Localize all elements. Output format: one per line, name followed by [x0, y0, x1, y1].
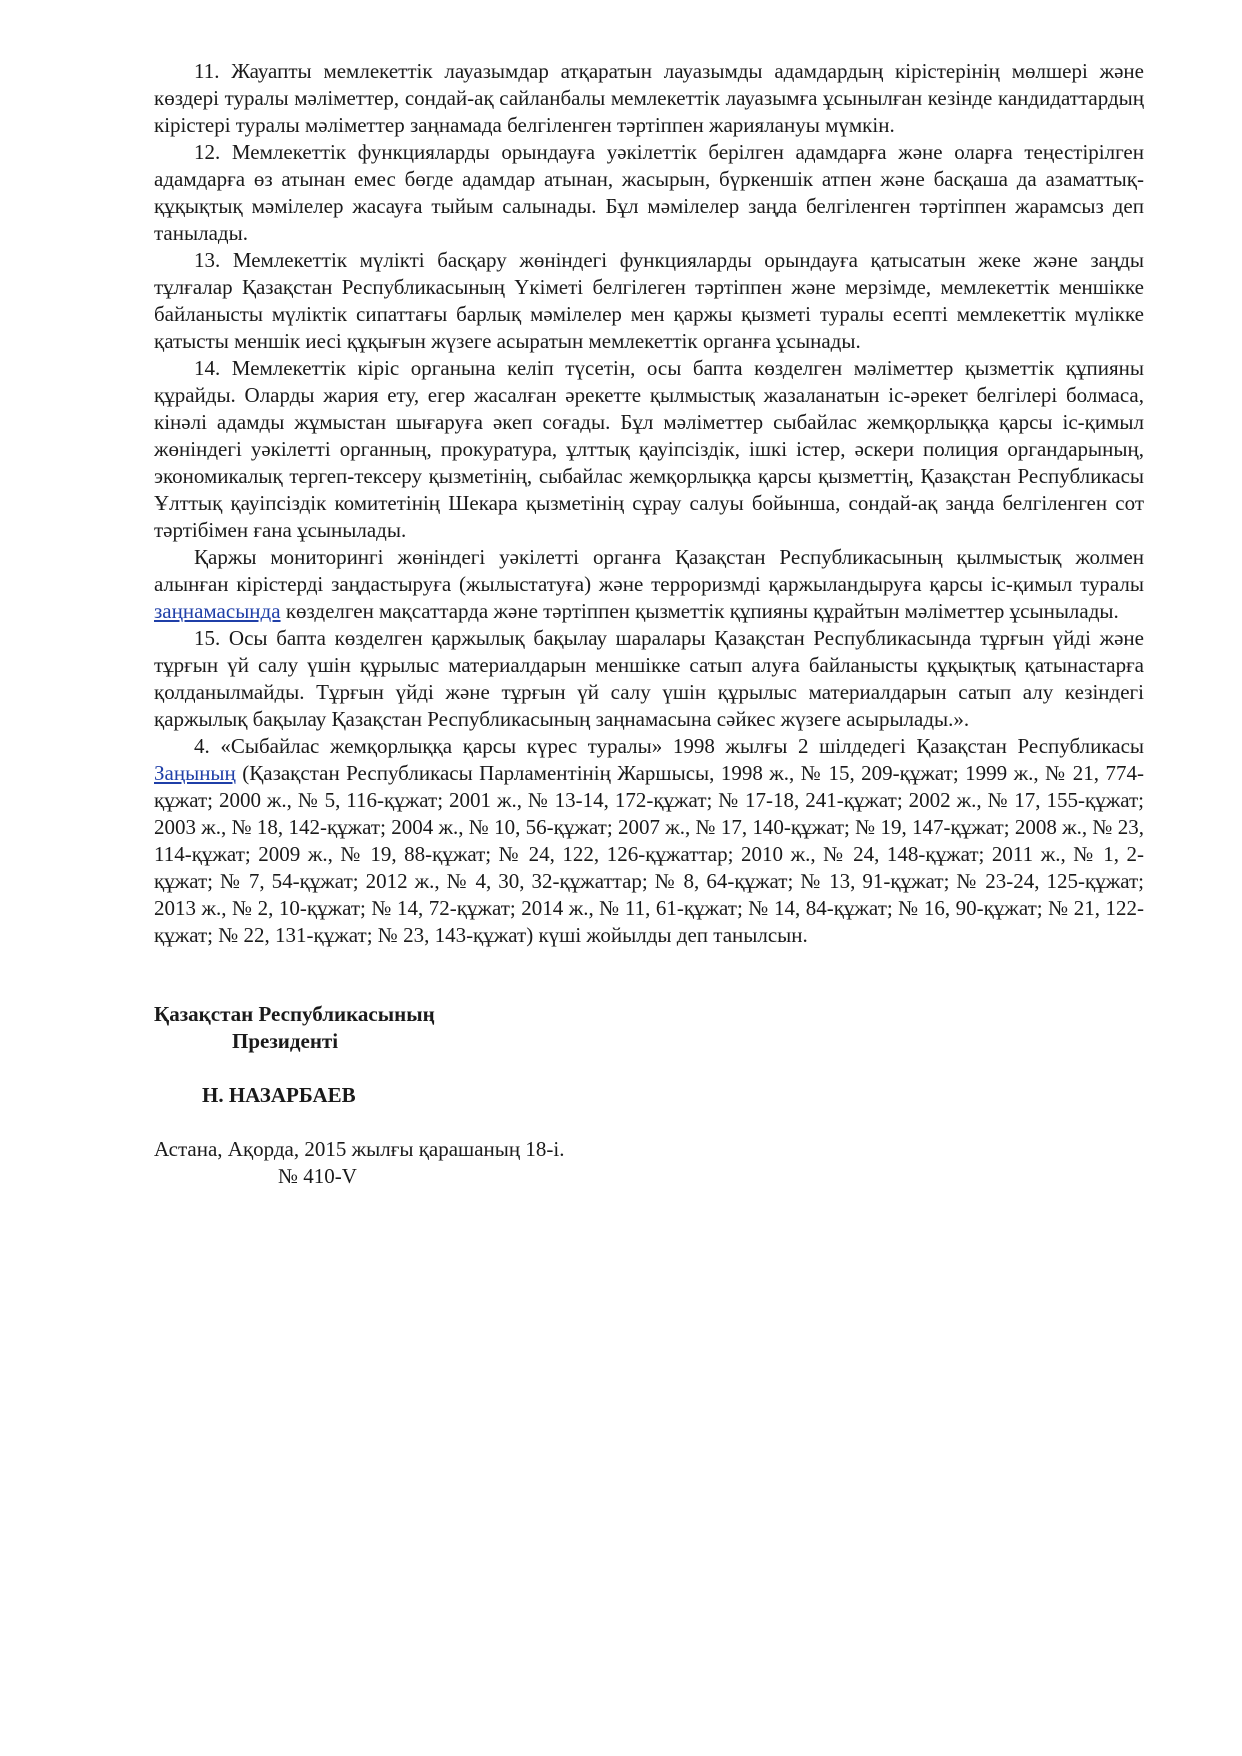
signature-block	[154, 1001, 1144, 1109]
legislation-link[interactable]: заңнамасында	[154, 599, 281, 623]
law-link[interactable]: Заңының	[154, 761, 236, 785]
paragraph-4-text-before: 4. «Сыбайлас жемқорлыққа қарсы күрес туралы» 1998 жылғы 2 шілдедегі Қазақстан Республикасы	[194, 734, 1144, 758]
signature-title-line2: Президенті	[232, 1029, 339, 1053]
place-date-block	[154, 1136, 1144, 1190]
paragraph-14-financial-monitoring	[154, 544, 1144, 625]
signatory-name: Н. НАЗАРБАЕВ	[202, 1083, 356, 1107]
paragraph-4	[154, 733, 1144, 949]
paragraph-14: 14. Мемлекеттік кіріс органына келіп түсетін, осы бапта көзделген мәліметтер қызметтік құпияны құрайды. Оларды жария ету, егер жасалған әрекетте қылмыстық жазаланатын іс-әрекет белгілері болмаса, кінәлі адамды жұмыстан шығаруға әкеп соғады. Бұл мәліметтер сыбайлас жемқорлыққа қарсы іс-қимыл жөніндегі уәкілетті органның, прокуратура, ұлттық қауіпсіздік, ішкі істер, әскери полиция органдарының, экономикалық тергеп-тексеру қызметінің, сыбайлас жемқорлыққа қарсы қызметтің, Қазақстан Республикасы Ұлттық қауіпсіздік комитетінің Шекара қызметінің сұрау салуы бойынша, сондай-ақ заңда белгіленген сот тәртібімен ғана ұсынылады.	[154, 356, 1144, 542]
document-page	[154, 58, 1144, 1190]
paragraph-15: 15. Осы бапта көзделген қаржылық бақылау шаралары Қазақстан Республикасында тұрғын үйді және тұрғын үй салу үшін құрылыс материалдарын меншікке сатып алуға байланысты құқықтық қатынастарға қолданылмайды. Тұрғын үйді және тұрғын үй салу үшін құрылыс материалдарын сатып алу кезіндегі қаржылық бақылау Қазақстан Республикасының заңнамасына сәйкес жүзеге асырылады.».	[154, 626, 1144, 731]
paragraph-13: 13. Мемлекеттік мүлікті басқару жөніндегі функцияларды орындауға қатысатын жеке және заңды тұлғалар Қазақстан Республикасының Үкіметі белгілеген тәртіппен және мерзімде, мемлекеттік меншікке байланысты мүліктік сипаттағы барлық мәмілелер мен қаржы қызметі туралы есепті мемлекеттік мүлікке қатысты меншік иесі құқығын жүзеге асыратын мемлекеттік органға ұсынады.	[154, 248, 1144, 353]
paragraph-4-text-after: (Қазақстан Республикасы Парламентінің Жаршысы, 1998 ж., № 15, 209-құжат; 1999 ж., № 21, 774-құжат; 2000 ж., № 5, 116-құжат; 2001 ж., № 13-14, 172-құжат; № 17-18, 241-құжат; 2002 ж., № 17, 155-құжат; 2003 ж., № 18, 142-құжат; 2004 ж., № 10, 56-құжат; 2007 ж., № 17, 140-құжат; № 19, 147-құжат; 2008 ж., № 23, 114-құжат; 2009 ж., № 19, 88-құжат; № 24, 122, 126-құжаттар; 2010 ж., № 24, 148-құжат; 2011 ж., № 1, 2-құжат; № 7, 54-құжат; 2012 ж., № 4, 30, 32-құжаттар; № 8, 64-құжат; № 13, 91-құжат; № 23-24, 125-құжат; 2013 ж., № 2, 10-құжат; № 14, 72-құжат; 2014 ж., № 11, 61-құжат; № 14, 84-құжат; № 16, 90-құжат; № 21, 122-құжат; № 22, 131-құжат; № 23, 143-құжат) күші жойылды деп танылсын.	[154, 761, 1144, 947]
paragraph-14b-text-before: Қаржы мониторингі жөніндегі уәкілетті органға Қазақстан Республикасының қылмыстық жолмен алынған кірістерді заңдастыруға (жылыстатуға) және терроризмді қаржыландыруға қарсы іс-қимыл туралы	[154, 545, 1144, 596]
paragraph-11: 11. Жауапты мемлекеттік лауазымдар атқаратын лауазымды адамдардың кірістерінің мөлшері және көздері туралы мәліметтер, сондай-ақ сайланбалы мемлекеттік лауазымға ұсынылған кезінде кандидаттардың кірістері туралы мәліметтер заңнамада белгіленген тәртіппен жариялануы мүмкін.	[154, 59, 1144, 137]
paragraph-12: 12. Мемлекеттік функцияларды орындауға уәкілеттік берілген адамдарға және оларға теңестірілген адамдарға өз атынан емес бөгде адамдар атынан, жасырын, бүркеншік атпен және басқаша да азаматтық-құқықтық мәмілелер жасауға тыйым салынады. Бұл мәмілелер заңда белгіленген тәртіппен жарамсыз деп танылады.	[154, 140, 1144, 245]
signature-title-line1: Қазақстан Республикасының	[154, 1002, 435, 1026]
document-number: № 410-V	[278, 1164, 357, 1188]
paragraph-14b-text-after: көзделген мақсаттарда және тәртіппен қызметтік құпияны құрайтын мәліметтер ұсынылады.	[280, 599, 1119, 623]
place-date: Астана, Ақорда, 2015 жылғы қарашаның 18-і.	[154, 1137, 565, 1161]
